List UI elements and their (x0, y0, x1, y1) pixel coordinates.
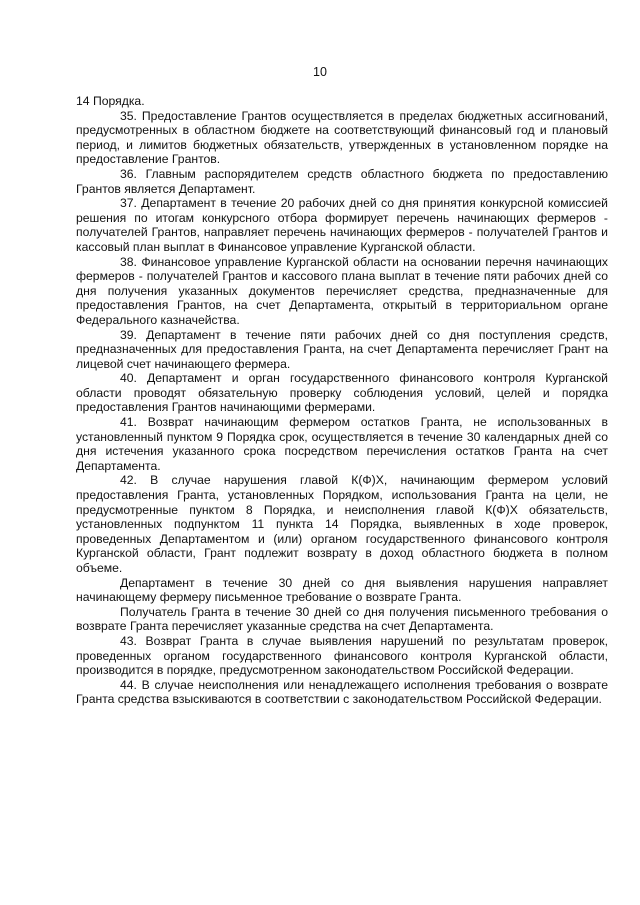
paragraph-38: 38. Финансовое управление Курганской области на основании перечня начинающих фермеров - получателей Грантов и кассового плана выплат в течение пяти рабочих дней со дня получения указанных документов перечисляет средства, предназначенные для предоставления Грантов, на счет Департамента, открытый в территориальном органе Федерального казначейства. (76, 254, 608, 327)
paragraph-37: 37. Департамент в течение 20 рабочих дней со дня принятия конкурсной комиссией решения по итогам конкурсного отбора формирует перечень начинающих фермеров - получателей Грантов, направляет перечень начинающих фермеров - получателей Грантов и кассовый план выплат в Финансовое управление Курганской области. (76, 196, 608, 254)
paragraph-42-return: Получатель Гранта в течение 30 дней со дня получения письменного требования о возврате Гранта перечисляет указанные средства на счет Департамента. (76, 604, 608, 634)
paragraph-39: 39. Департамент в течение пяти рабочих дней со дня поступления средств, предназначенных для предоставления Гранта, на счет Департамента перечисляет Грант на лицевой счет начинающего фермера. (76, 327, 608, 371)
paragraph-36: 36. Главным распорядителем средств областного бюджета по предоставлению Грантов является Департамент. (76, 166, 608, 196)
paragraph-42-notice: Департамент в течение 30 дней со дня выявления нарушения направляет начинающему фермеру письменное требование о возврате Гранта. (76, 575, 608, 605)
paragraph-41: 41. Возврат начинающим фермером остатков Гранта, не использованных в установленный пунктом 9 Порядка срок, осуществляется в течение 30 календарных дней со дня истечения указанного срока посредством перечисления остатков Гранта на счет Департамента. (76, 415, 608, 473)
document-body (76, 94, 608, 707)
paragraph-42: 42. В случае нарушения главой К(Ф)Х, начинающим фермером условий предоставления Гранта, установленных Порядком, использования Гранта на цели, не предусмотренные пунктом 8 Порядка, и неисполнения главой К(Ф)Х обязательств, установленных подпунктом 11 пункта 14 Порядка, выявленных в ходе проверок, проведенных Департаментом и (или) органом государственного финансового контроля Курганской области, Грант подлежит возврату в доход областного бюджета в полном объеме. (76, 473, 608, 575)
paragraph-44: 44. В случае неисполнения или ненадлежащего исполнения требования о возврате Гранта средства взыскиваются в соответствии с законодательством Российской Федерации. (76, 677, 608, 707)
page-number: 10 (313, 65, 327, 79)
paragraph-continuation: 14 Порядка. (76, 94, 145, 108)
paragraph-35: 35. Предоставление Грантов осуществляется в пределах бюджетных ассигнований, предусмотренных в областном бюджете на соответствующий финансовый год и плановый период, и лимитов бюджетных обязательств, утвержденных в установленном порядке на предоставление Грантов. (76, 108, 608, 167)
paragraph-43: 43. Возврат Гранта в случае выявления нарушений по результатам проверок, проведенных органом государственного финансового контроля Курганской области, производится в порядке, предусмотренном законодательством Российской Федерации. (76, 633, 608, 678)
paragraph-40: 40. Департамент и орган государственного финансового контроля Курганской области проводят обязательную проверку соблюдения условий, целей и порядка предоставления Грантов начинающими фермерами. (76, 371, 608, 415)
